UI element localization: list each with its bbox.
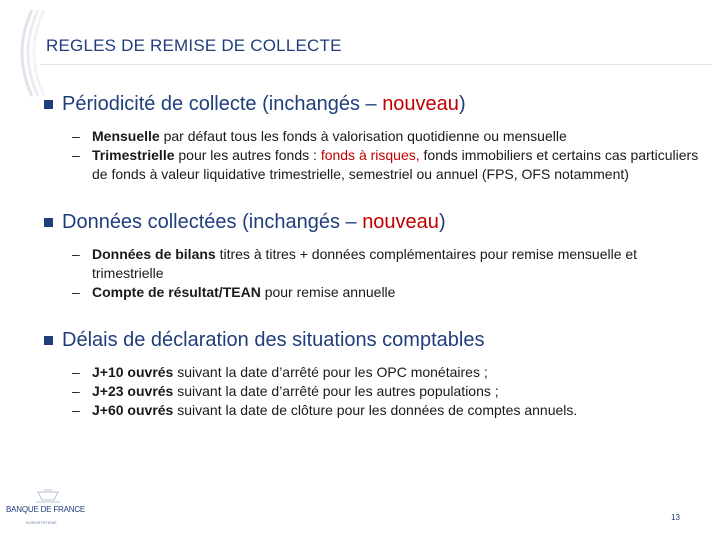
slide-content — [44, 92, 704, 420]
dash-bullet: – — [72, 364, 80, 380]
section-heading-delais — [44, 328, 704, 352]
list-item — [72, 363, 704, 382]
item-text: pour remise annuelle — [260, 284, 396, 300]
logo-subtext: EUROSYSTÈME — [26, 520, 57, 525]
list-item — [72, 283, 704, 302]
heading-highlight: nouveau — [382, 93, 459, 115]
list-item — [72, 401, 704, 420]
heading-text: Délais de déclaration des situations comptables — [62, 329, 485, 351]
item-label: J+10 ouvrés — [92, 364, 174, 380]
item-label: Données de bilans — [92, 246, 216, 262]
dash-bullet: – — [72, 383, 80, 399]
title-divider — [40, 64, 712, 65]
item-label: J+60 ouvrés — [92, 402, 174, 418]
list-item — [72, 245, 704, 283]
item-text: suivant la date d’arrêté pour les OPC monétaires ; — [173, 364, 488, 380]
heading-text: Données collectées (inchangés – — [62, 211, 363, 233]
heading-text: Périodicité de collecte (inchangés – — [62, 93, 383, 115]
item-label: Compte de résultat/TEAN — [92, 284, 261, 300]
list-item — [72, 146, 704, 184]
list-item — [72, 127, 704, 146]
list-item — [72, 382, 704, 401]
item-text: suivant la date d’arrêté pour les autres populations ; — [173, 383, 499, 399]
item-label: Mensuelle — [92, 128, 160, 144]
section-heading-donnees — [44, 210, 704, 234]
slide-title: REGLES DE REMISE DE COLLECTE — [46, 36, 342, 55]
logo-text: BANQUE DE FRANCE — [6, 505, 86, 514]
dash-bullet: – — [72, 128, 80, 144]
dash-bullet: – — [72, 402, 80, 418]
page-number: 13 — [671, 513, 680, 522]
item-text: par défaut tous les fonds à valorisation quotidienne ou mensuelle — [159, 128, 567, 144]
square-bullet-icon — [44, 100, 53, 109]
item-highlight: fonds à risques, — [320, 147, 420, 163]
dash-bullet: – — [72, 147, 80, 163]
heading-suffix: ) — [458, 93, 466, 115]
section-heading-periodicite — [44, 92, 704, 116]
square-bullet-icon — [44, 336, 53, 345]
item-label: Trimestrielle — [92, 147, 175, 163]
square-bullet-icon — [44, 218, 53, 227]
item-text: suivant la date de clôture pour les données de comptes annuels. — [173, 402, 578, 418]
dash-bullet: – — [72, 246, 80, 262]
item-text: titres à titres + données complémentaires pour remise mensuelle et trimestrielle — [92, 246, 638, 281]
heading-suffix: ) — [438, 211, 446, 233]
heading-highlight: nouveau — [362, 211, 439, 233]
item-text-continued: fonds immobiliers et certains cas particuliers de fonds à valeur liquidative trimestrielle, semestriel ou annuel (FPS, OFS notamment) — [92, 147, 699, 182]
item-text: pour les autres fonds : — [174, 147, 321, 163]
item-label: J+23 ouvrés — [92, 383, 174, 399]
dash-bullet: – — [72, 284, 80, 300]
decorative-arcs — [6, 8, 46, 98]
